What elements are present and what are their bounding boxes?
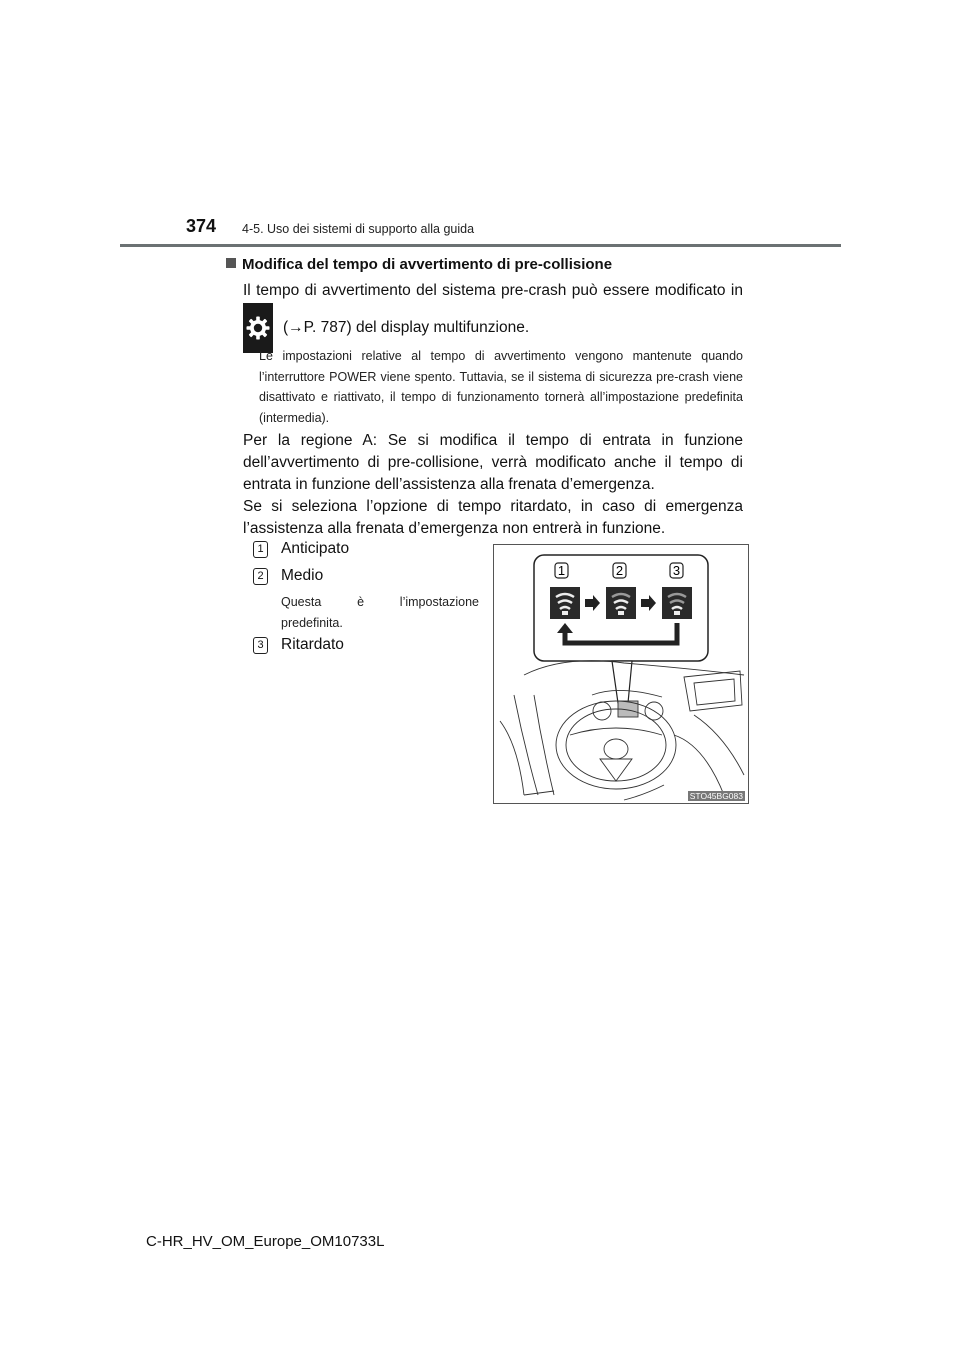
option-number-badge: 1: [253, 541, 268, 558]
option-label: Anticipato: [281, 540, 350, 557]
option-number-badge: 3: [253, 637, 268, 654]
option-label: Ritardato: [281, 636, 344, 653]
timing-screen-medium: [606, 587, 636, 619]
option-label: Medio: [281, 567, 324, 584]
heading-text: Modifica del tempo di avvertimento di pre-collisione: [242, 256, 613, 273]
svg-text:1: 1: [557, 563, 566, 578]
illustration-warning-timing: [493, 544, 749, 804]
figure-code: STO45BG083: [689, 791, 743, 801]
svg-text:3: 3: [672, 563, 681, 578]
delay-paragraph: Se si seleziona l’opzione di tempo ritardato, in caso di emergenza l’assistenza alla frenata d’emergenza non entrerà in funzione.: [243, 498, 743, 537]
heading-bullet-icon: [226, 258, 236, 268]
svg-text:2: 2: [615, 563, 624, 578]
intro-line-1: Il tempo di avvertimento del sistema pre-crash può essere modificato in: [243, 282, 743, 299]
option-anticipato: [253, 540, 349, 558]
timing-screen-late: [662, 587, 692, 619]
section-header: 4-5. Uso dei sistemi di supporto alla guida: [242, 222, 475, 236]
callout-1: [555, 563, 568, 578]
document-footer: C-HR_HV_OM_Europe_OM10733L: [146, 1233, 385, 1250]
callout-3: [670, 563, 683, 578]
callout-2: [613, 563, 626, 578]
option-number-badge: 2: [253, 568, 268, 585]
settings-note: Le impostazioni relative al tempo di avvertimento vengono mantenute quando l’interruttore POWER viene spento. Tuttavia, se il sistema di sicurezza pre-crash viene disattivato e riattivato, il tempo di funzionamento tornerà all’impostazione predefinita (intermedia).: [259, 349, 743, 425]
region-paragraph: Per la regione A: Se si modifica il tempo di entrata in funzione dell’avvertimento di pre-collisione, verrà modificato anche il tempo di entrata in funzione dell’assistenza alla frenata d’emergenza.: [243, 432, 743, 493]
timing-screen-early: [550, 587, 580, 619]
dashboard-illustration: [494, 545, 750, 805]
section-heading: [226, 256, 612, 273]
option-ritardato: [253, 636, 344, 654]
option-medio-note: Questa è l’impostazione predefinita.: [281, 595, 479, 630]
option-medio: [253, 567, 323, 585]
header-rule: [120, 244, 841, 247]
intro-line-2-text: (→P. 787) del display multifunzione.: [283, 319, 530, 336]
page-number: 374: [186, 216, 217, 236]
